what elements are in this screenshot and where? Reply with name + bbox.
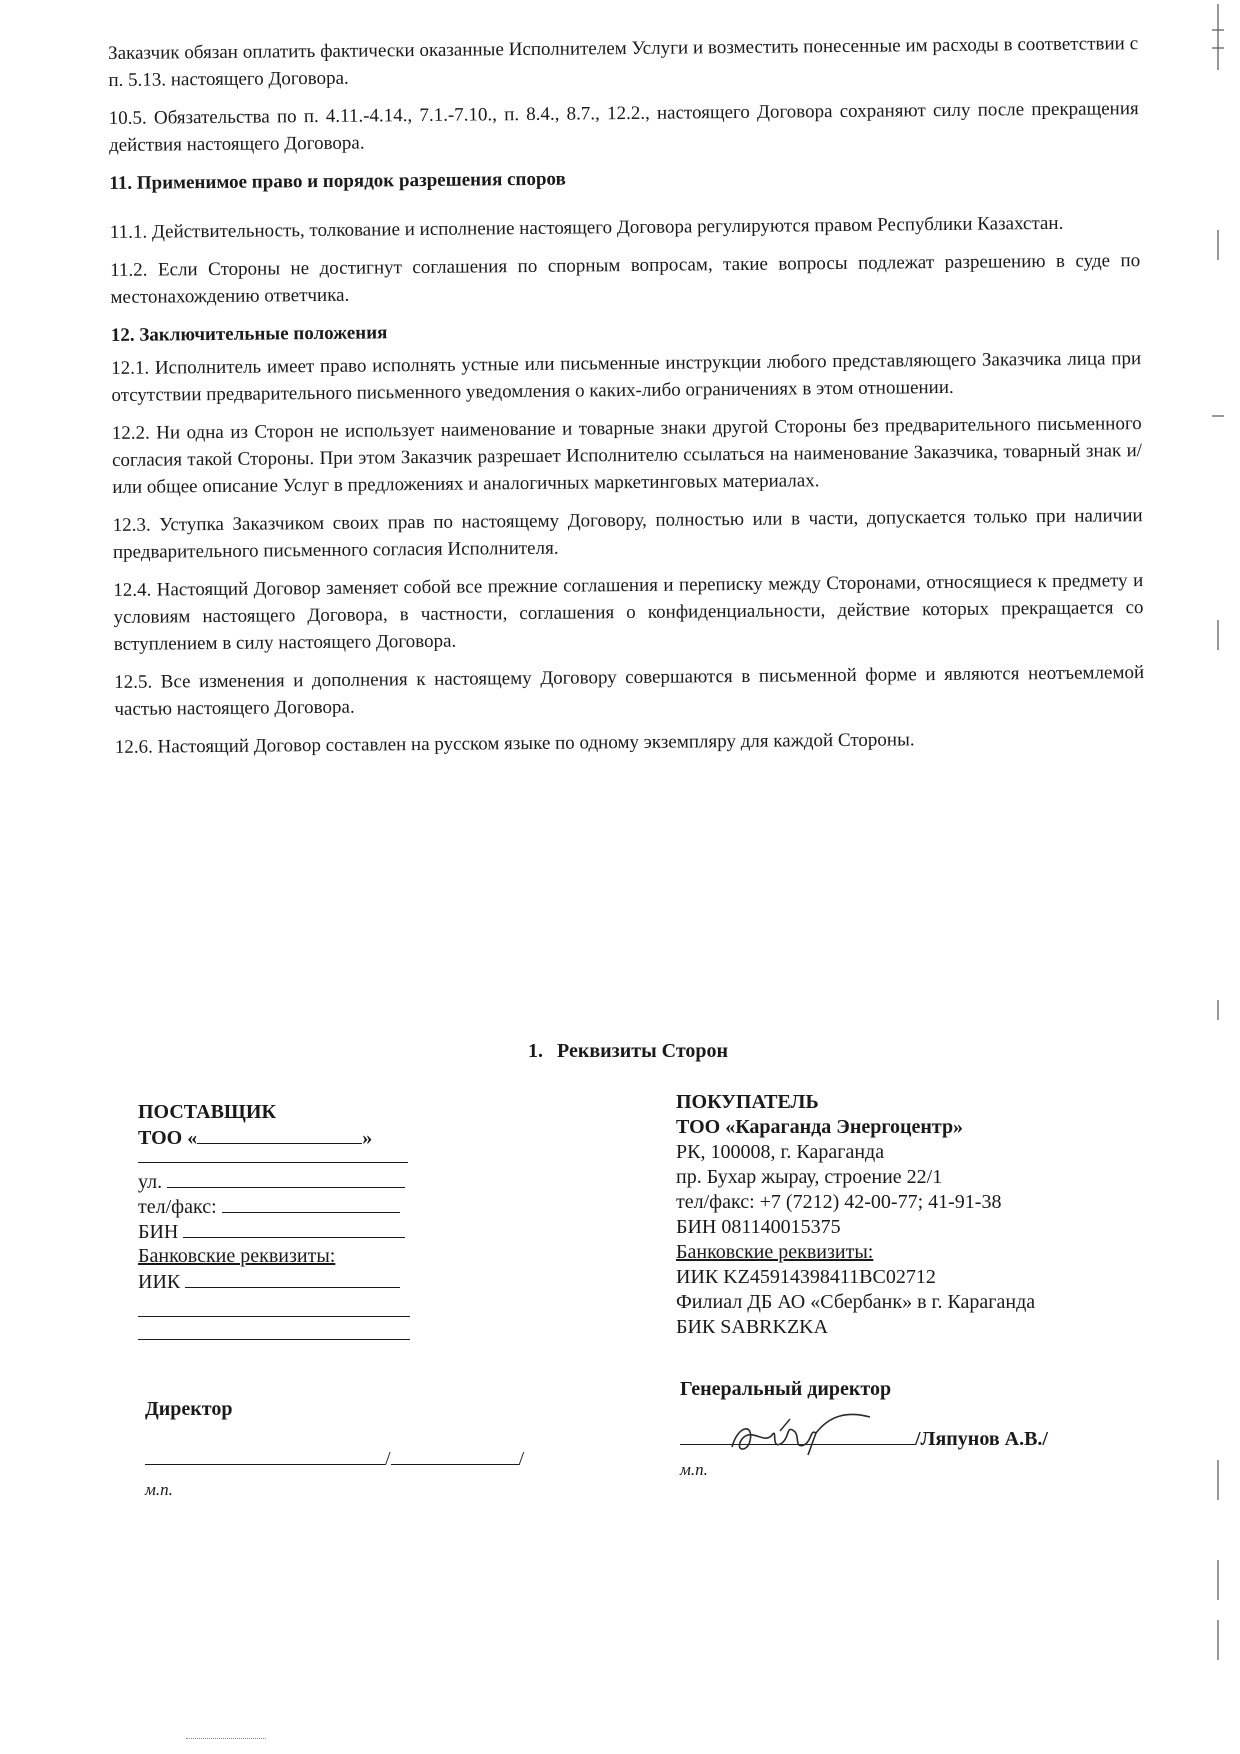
supplier-bank-label: Банковские реквизиты: [138, 1245, 336, 1267]
supplier-bin-field [183, 1219, 405, 1238]
buyer-bin: БИН 081140015375 [676, 1216, 841, 1238]
section-11-heading: 11. Применимое право и порядок разрешения споров [109, 168, 566, 194]
supplier-blank-line [138, 1150, 408, 1163]
requisites-title-text: Реквизиты Сторон [557, 1040, 729, 1062]
supplier-org-row [138, 1125, 438, 1150]
buyer-director-label: Генеральный директор [680, 1378, 892, 1400]
buyer-signatory: /Ляпунов А.В./ [915, 1428, 1048, 1450]
buyer-phone: тел/факс: +7 (7212) 42-00-77; 41-91-38 [676, 1191, 1002, 1213]
buyer-org: ТОО «Караганда Энергоцентр» [676, 1116, 964, 1138]
supplier-org-suffix: » [362, 1127, 373, 1149]
paragraph-10-4-continuation: Заказчик обязан оплатить фактически оказанные Исполнителем Услуги и возместить понесенные им расходы в соответствии с п. 5.13. настоящего Договора. [108, 33, 1139, 91]
buyer-address-1: РК, 100008, г. Караганда [676, 1141, 885, 1163]
paragraph-10-5: 10.5. Обязательства по п. 4.11.-4.14., 7.1.-7.10., п. 8.4., 8.7., 12.2., настоящего Договора сохраняют силу после прекращения действия настоящего Договора. [108, 98, 1139, 156]
supplier-phone-field [222, 1194, 400, 1213]
paragraph-12-5: 12.5. Все изменения и дополнения к настоящему Договору совершаются в письменной форме и являются неотъемлемой частью настоящего Договора. [114, 662, 1145, 720]
supplier-role: ПОСТАВЩИК [138, 1101, 276, 1123]
section-12-heading: 12. Заключительные положения [110, 322, 388, 346]
supplier-blank-line-2 [138, 1294, 410, 1317]
supplier-signature-row [145, 1446, 524, 1471]
paragraph-11-1: 11.1. Действительность, толкование и исполнение настоящего Договора регулируются правом Республики Казахстан. [109, 212, 1064, 243]
scan-artifact-line [186, 1738, 266, 1739]
paragraph-12-3: 12.3. Уступка Заказчиком своих прав по настоящему Договору, полностью или в части, допускается только при наличии предварительного письменного согласия Исполнителя. [112, 505, 1143, 563]
paragraph-11-2: 11.2. Если Стороны не достигнут соглашения по спорным вопросам, такие вопросы подлежат разрешению в суде по местонахождению ответчика. [110, 250, 1141, 308]
supplier-block [138, 1100, 438, 1340]
supplier-bin-row [138, 1219, 438, 1244]
buyer-bik: БИК SABRKZKA [676, 1316, 829, 1338]
supplier-street-field [167, 1169, 405, 1188]
buyer-bank-name: Филиал ДБ АО «Сбербанк» в г. Караганда [676, 1291, 1036, 1313]
handwritten-signature [720, 1405, 900, 1465]
supplier-blank-line-3 [138, 1317, 410, 1340]
paragraph-12-1: 12.1. Исполнитель имеет право исполнять устные или письменные инструкции любого представляющего Заказчика лица при отсутствии предварительного письменного уведомления о каких-либо ограничениях в этом отношении. [111, 348, 1142, 406]
requisites-title [528, 1040, 728, 1063]
buyer-stamp-place: м.п. [680, 1460, 708, 1479]
scan-edge-marks [1208, 0, 1228, 1754]
paragraph-12-6: 12.6. Настоящий Договор составлен на русском языке по одному экземпляру для каждой Стороны. [114, 729, 915, 758]
paragraph-12-4: 12.4. Настоящий Договор заменяет собой все прежние соглашения и переписку между Сторонами, относящиеся к предмету и условиям настоящего Договора, в частности, соглашения о конфиденциальности, действие которых прекращается со вступлением в силу настоящего Договора. [113, 570, 1144, 655]
paragraph-12-2: 12.2. Ни одна из Сторон не использует наименование и товарные знаки другой Стороны без предварительного письменного согласия такой Стороны. При этом Заказчик разрешает Исполнителю ссылаться на наименование Заказчика, товарный знак и/или общее описание Услуг в предложениях и аналогичных маркетинговых материалах. [111, 413, 1143, 498]
supplier-phone-row [138, 1194, 438, 1219]
supplier-iik-label: ИИК [138, 1271, 181, 1293]
supplier-street-row [138, 1169, 438, 1194]
supplier-org-prefix: ТОО « [138, 1127, 198, 1149]
supplier-name-line [391, 1446, 519, 1465]
supplier-director-label: Директор [145, 1398, 233, 1420]
supplier-iik-row [138, 1269, 438, 1294]
supplier-signature-separator: / [385, 1448, 391, 1470]
contract-body [108, 30, 1145, 772]
supplier-phone-label: тел/факс: [138, 1196, 217, 1218]
supplier-stamp-place: м.п. [145, 1480, 173, 1499]
supplier-signature-line [145, 1446, 385, 1465]
buyer-iik: ИИК KZ45914398411BC02712 [676, 1266, 936, 1288]
supplier-iik-field [185, 1269, 400, 1288]
buyer-bank-label: Банковские реквизиты: [676, 1241, 874, 1263]
buyer-role: ПОКУПАТЕЛЬ [676, 1091, 819, 1113]
supplier-street-label: ул. [138, 1171, 163, 1193]
supplier-bin-label: БИН [138, 1221, 179, 1243]
supplier-org-field [197, 1125, 362, 1144]
buyer-address-2: пр. Бухар жырау, строение 22/1 [676, 1166, 943, 1188]
buyer-block [676, 1090, 1136, 1340]
requisites-number: 1. [528, 1040, 543, 1062]
supplier-signature-end: / [518, 1448, 525, 1470]
